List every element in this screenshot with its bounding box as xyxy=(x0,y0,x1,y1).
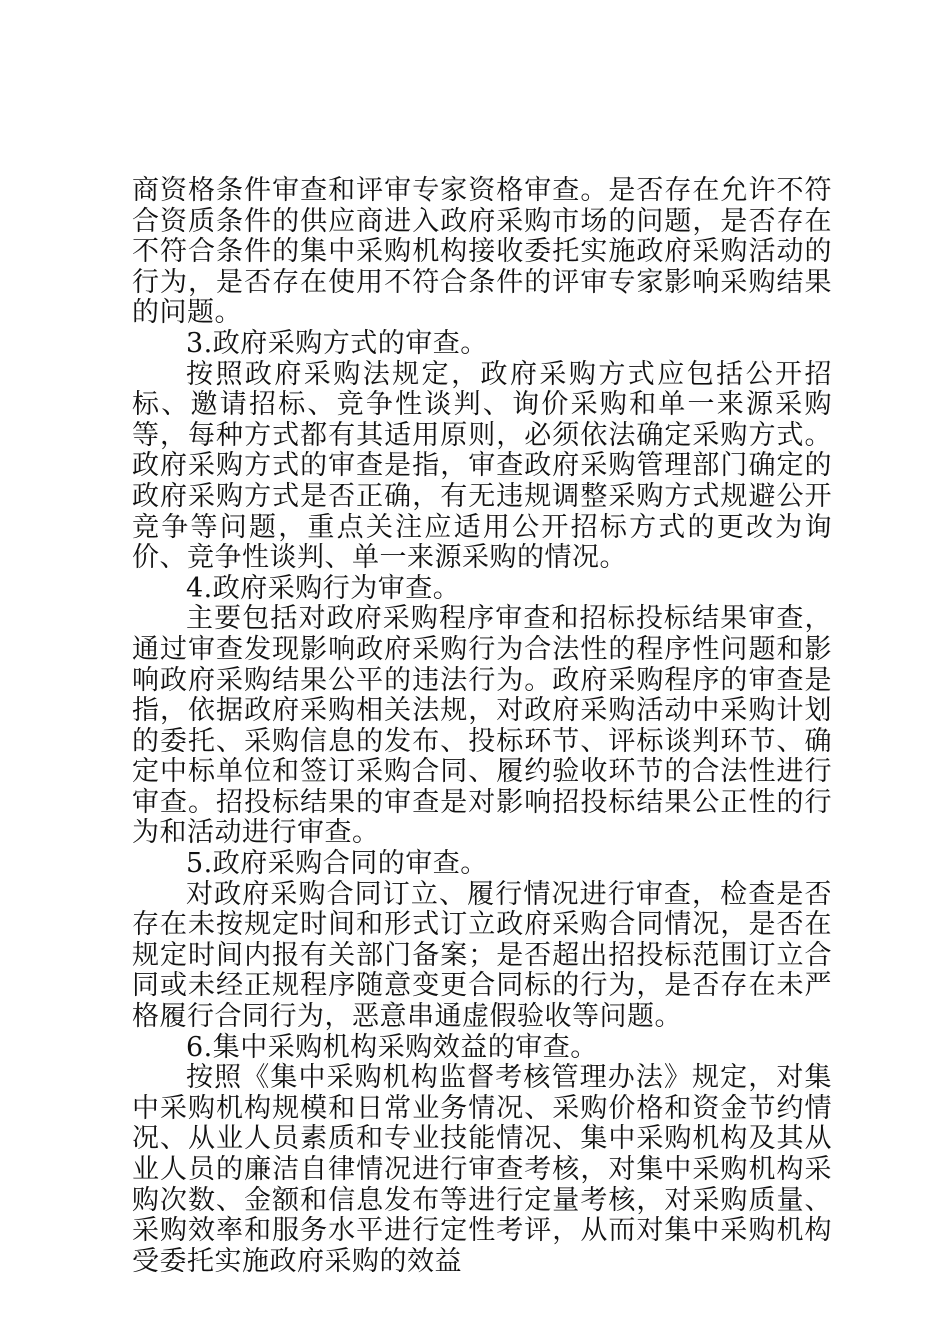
paragraph-procurement-method: 按照政府采购法规定，政府采购方式应包括公开招标、邀请招标、竞争性谈判、询价采购和单一来源采购等，每种方式都有其适用原则，必须依法确定采购方式。政府采购方式的审查是指，审查政府采购管理部门确定的政府采购方式是否正确，有无违规调整采购方式规避公开竞争等问题，重点关注应适用公开招标方式的更改为询价、竞争性谈判、单一来源采购的情况。 xyxy=(132,358,832,574)
paragraph-procurement-efficiency: 按照《集中采购机构监督考核管理办法》规定，对集中采购机构规模和日常业务情况、采购价格和资金节约情况、从业人员素质和专业技能情况、集中采购机构及其从业人员的廉洁自律情况进行审查考核，对集中采购机构采购次数、金额和信息发布等进行定量考核，对采购质量、采购效率和服务水平进行定性考评，从而对集中采购机构受委托实施政府采购的效益 xyxy=(132,1062,832,1277)
heading-procurement-efficiency: 6.集中采购机构采购效益的审查。 xyxy=(186,1031,598,1063)
heading-procurement-contract: 5.政府采购合同的审查。 xyxy=(186,848,488,880)
paragraph-procurement-contract: 对政府采购合同订立、履行情况进行审查，检查是否存在未按规定时间和形式订立政府采购合同情况，是否在规定时间内报有关部门备案；是否超出招投标范围订立合同或未经正规程序随意变更合同标的行为，是否存在未严格履行合同行为，恶意串通虚假验收等问题。 xyxy=(132,878,832,1033)
heading-procurement-method: 3.政府采购方式的审查。 xyxy=(186,327,488,359)
document-body xyxy=(132,176,832,1277)
paragraph-procurement-behavior: 主要包括对政府采购程序审查和招标投标结果审查，通过审查发现影响政府采购行为合法性的程序性问题和影响政府采购结果公平的违法行为。政府采购程序的审查是指，依据政府采购相关法规，对政府采购活动中采购计划的委托、采购信息的发布、投标环节、评标谈判环节、确定中标单位和签订采购合同、履约验收环节的合法性进行审查。招投标结果的审查是对影响招投标结果公正性的行为和活动进行审查。 xyxy=(132,603,832,849)
heading-procurement-behavior: 4.政府采购行为审查。 xyxy=(186,572,461,604)
paragraph-qualification-review: 商资格条件审查和评审专家资格审查。是否存在允许不符合资质条件的供应商进入政府采购市场的问题，是否存在不符合条件的集中采购机构接收委托实施政府采购活动的行为，是否存在使用不符合条件的评审专家影响采购结果的问题。 xyxy=(132,175,832,329)
